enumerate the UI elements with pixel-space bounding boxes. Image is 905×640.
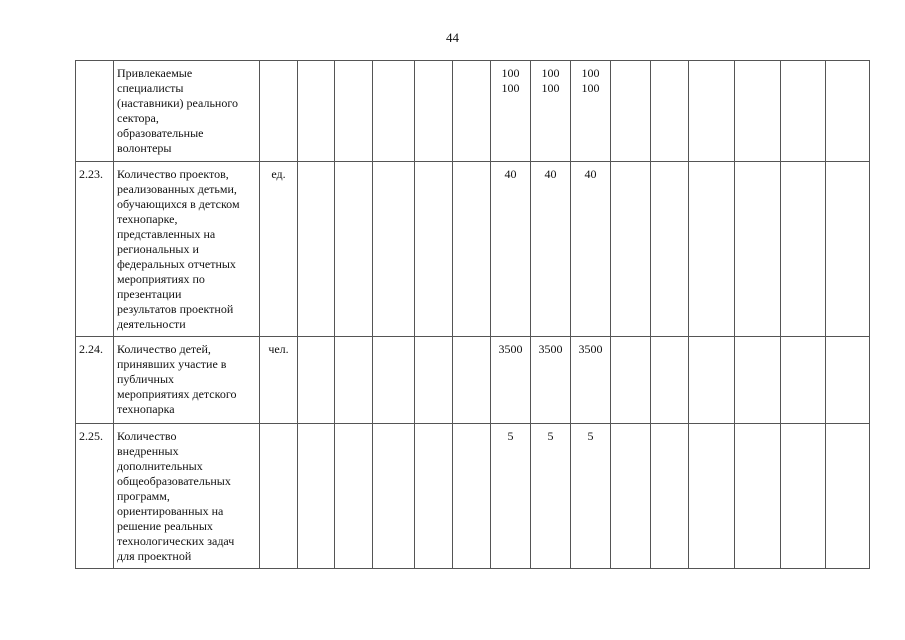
value-line: 100: [501, 81, 520, 95]
empty-cell: [298, 337, 335, 424]
empty-cell: [651, 162, 689, 337]
empty-cell: [453, 337, 491, 424]
value-line: 100: [581, 81, 600, 95]
value-cell: 5: [491, 424, 531, 569]
empty-cell: [373, 337, 415, 424]
empty-cell: [611, 337, 651, 424]
table-row: [76, 162, 870, 337]
empty-cell: [735, 162, 781, 337]
empty-cell: [689, 162, 735, 337]
empty-cell: [453, 61, 491, 162]
empty-cell: [298, 162, 335, 337]
unit-cell: чел.: [260, 337, 298, 424]
indicator-name: Количество детей, принявших участие в публичных мероприятиях детского технопарка: [114, 337, 260, 424]
value-cell: 3500: [491, 337, 531, 424]
empty-cell: [826, 61, 870, 162]
empty-cell: [689, 337, 735, 424]
value-cell: 40: [491, 162, 531, 337]
empty-cell: [298, 424, 335, 569]
empty-cell: [689, 61, 735, 162]
value-cell: 3500: [571, 337, 611, 424]
empty-cell: [689, 424, 735, 569]
value-cell: 40: [571, 162, 611, 337]
indicator-name: Количество внедренных дополнительных общеобразовательных программ, ориентированных на решение реальных технологических задач для проектной: [114, 424, 260, 569]
empty-cell: [415, 162, 453, 337]
empty-cell: [373, 424, 415, 569]
value-cell: 3500: [531, 337, 571, 424]
empty-cell: [415, 337, 453, 424]
row-number: 2.23.: [76, 162, 114, 337]
value-cell: 40: [531, 162, 571, 337]
empty-cell: [611, 61, 651, 162]
indicators-table: [75, 60, 870, 569]
indicator-name: Количество проектов, реализованных детьми, обучающихся в детском технопарке, представленных на региональных и федеральных отчетных мероприятиях по презентации результатов проектной деятельности: [114, 162, 260, 337]
empty-cell: [453, 162, 491, 337]
value-cell: 5: [531, 424, 571, 569]
value-line: 100: [541, 66, 560, 80]
value-line: 100: [501, 66, 520, 80]
empty-cell: [415, 61, 453, 162]
empty-cell: [298, 61, 335, 162]
empty-cell: [335, 162, 373, 337]
empty-cell: [415, 424, 453, 569]
empty-cell: [826, 424, 870, 569]
table-row: [76, 337, 870, 424]
empty-cell: [611, 162, 651, 337]
empty-cell: [373, 61, 415, 162]
value-cell: [531, 61, 571, 162]
empty-cell: [826, 337, 870, 424]
empty-cell: [781, 61, 826, 162]
value-line: 100: [581, 66, 600, 80]
empty-cell: [373, 162, 415, 337]
empty-cell: [651, 337, 689, 424]
empty-cell: [781, 162, 826, 337]
empty-cell: [651, 424, 689, 569]
value-line: 100: [541, 81, 560, 95]
empty-cell: [735, 424, 781, 569]
empty-cell: [735, 337, 781, 424]
empty-cell: [611, 424, 651, 569]
empty-cell: [335, 61, 373, 162]
unit-cell: ед.: [260, 162, 298, 337]
indicator-name: Привлекаемые специалисты (наставники) реального сектора, образовательные волонтеры: [114, 61, 260, 162]
empty-cell: [651, 61, 689, 162]
empty-cell: [335, 424, 373, 569]
value-cell: [491, 61, 531, 162]
empty-cell: [335, 337, 373, 424]
table-row: [76, 61, 870, 162]
unit-cell: [260, 61, 298, 162]
row-number: 2.24.: [76, 337, 114, 424]
empty-cell: [735, 61, 781, 162]
page-number: 44: [446, 30, 459, 45]
empty-cell: [781, 424, 826, 569]
table-row: [76, 424, 870, 569]
value-cell: 5: [571, 424, 611, 569]
value-cell: [571, 61, 611, 162]
empty-cell: [781, 337, 826, 424]
empty-cell: [826, 162, 870, 337]
row-number: [76, 61, 114, 162]
row-number: 2.25.: [76, 424, 114, 569]
empty-cell: [453, 424, 491, 569]
unit-cell: [260, 424, 298, 569]
